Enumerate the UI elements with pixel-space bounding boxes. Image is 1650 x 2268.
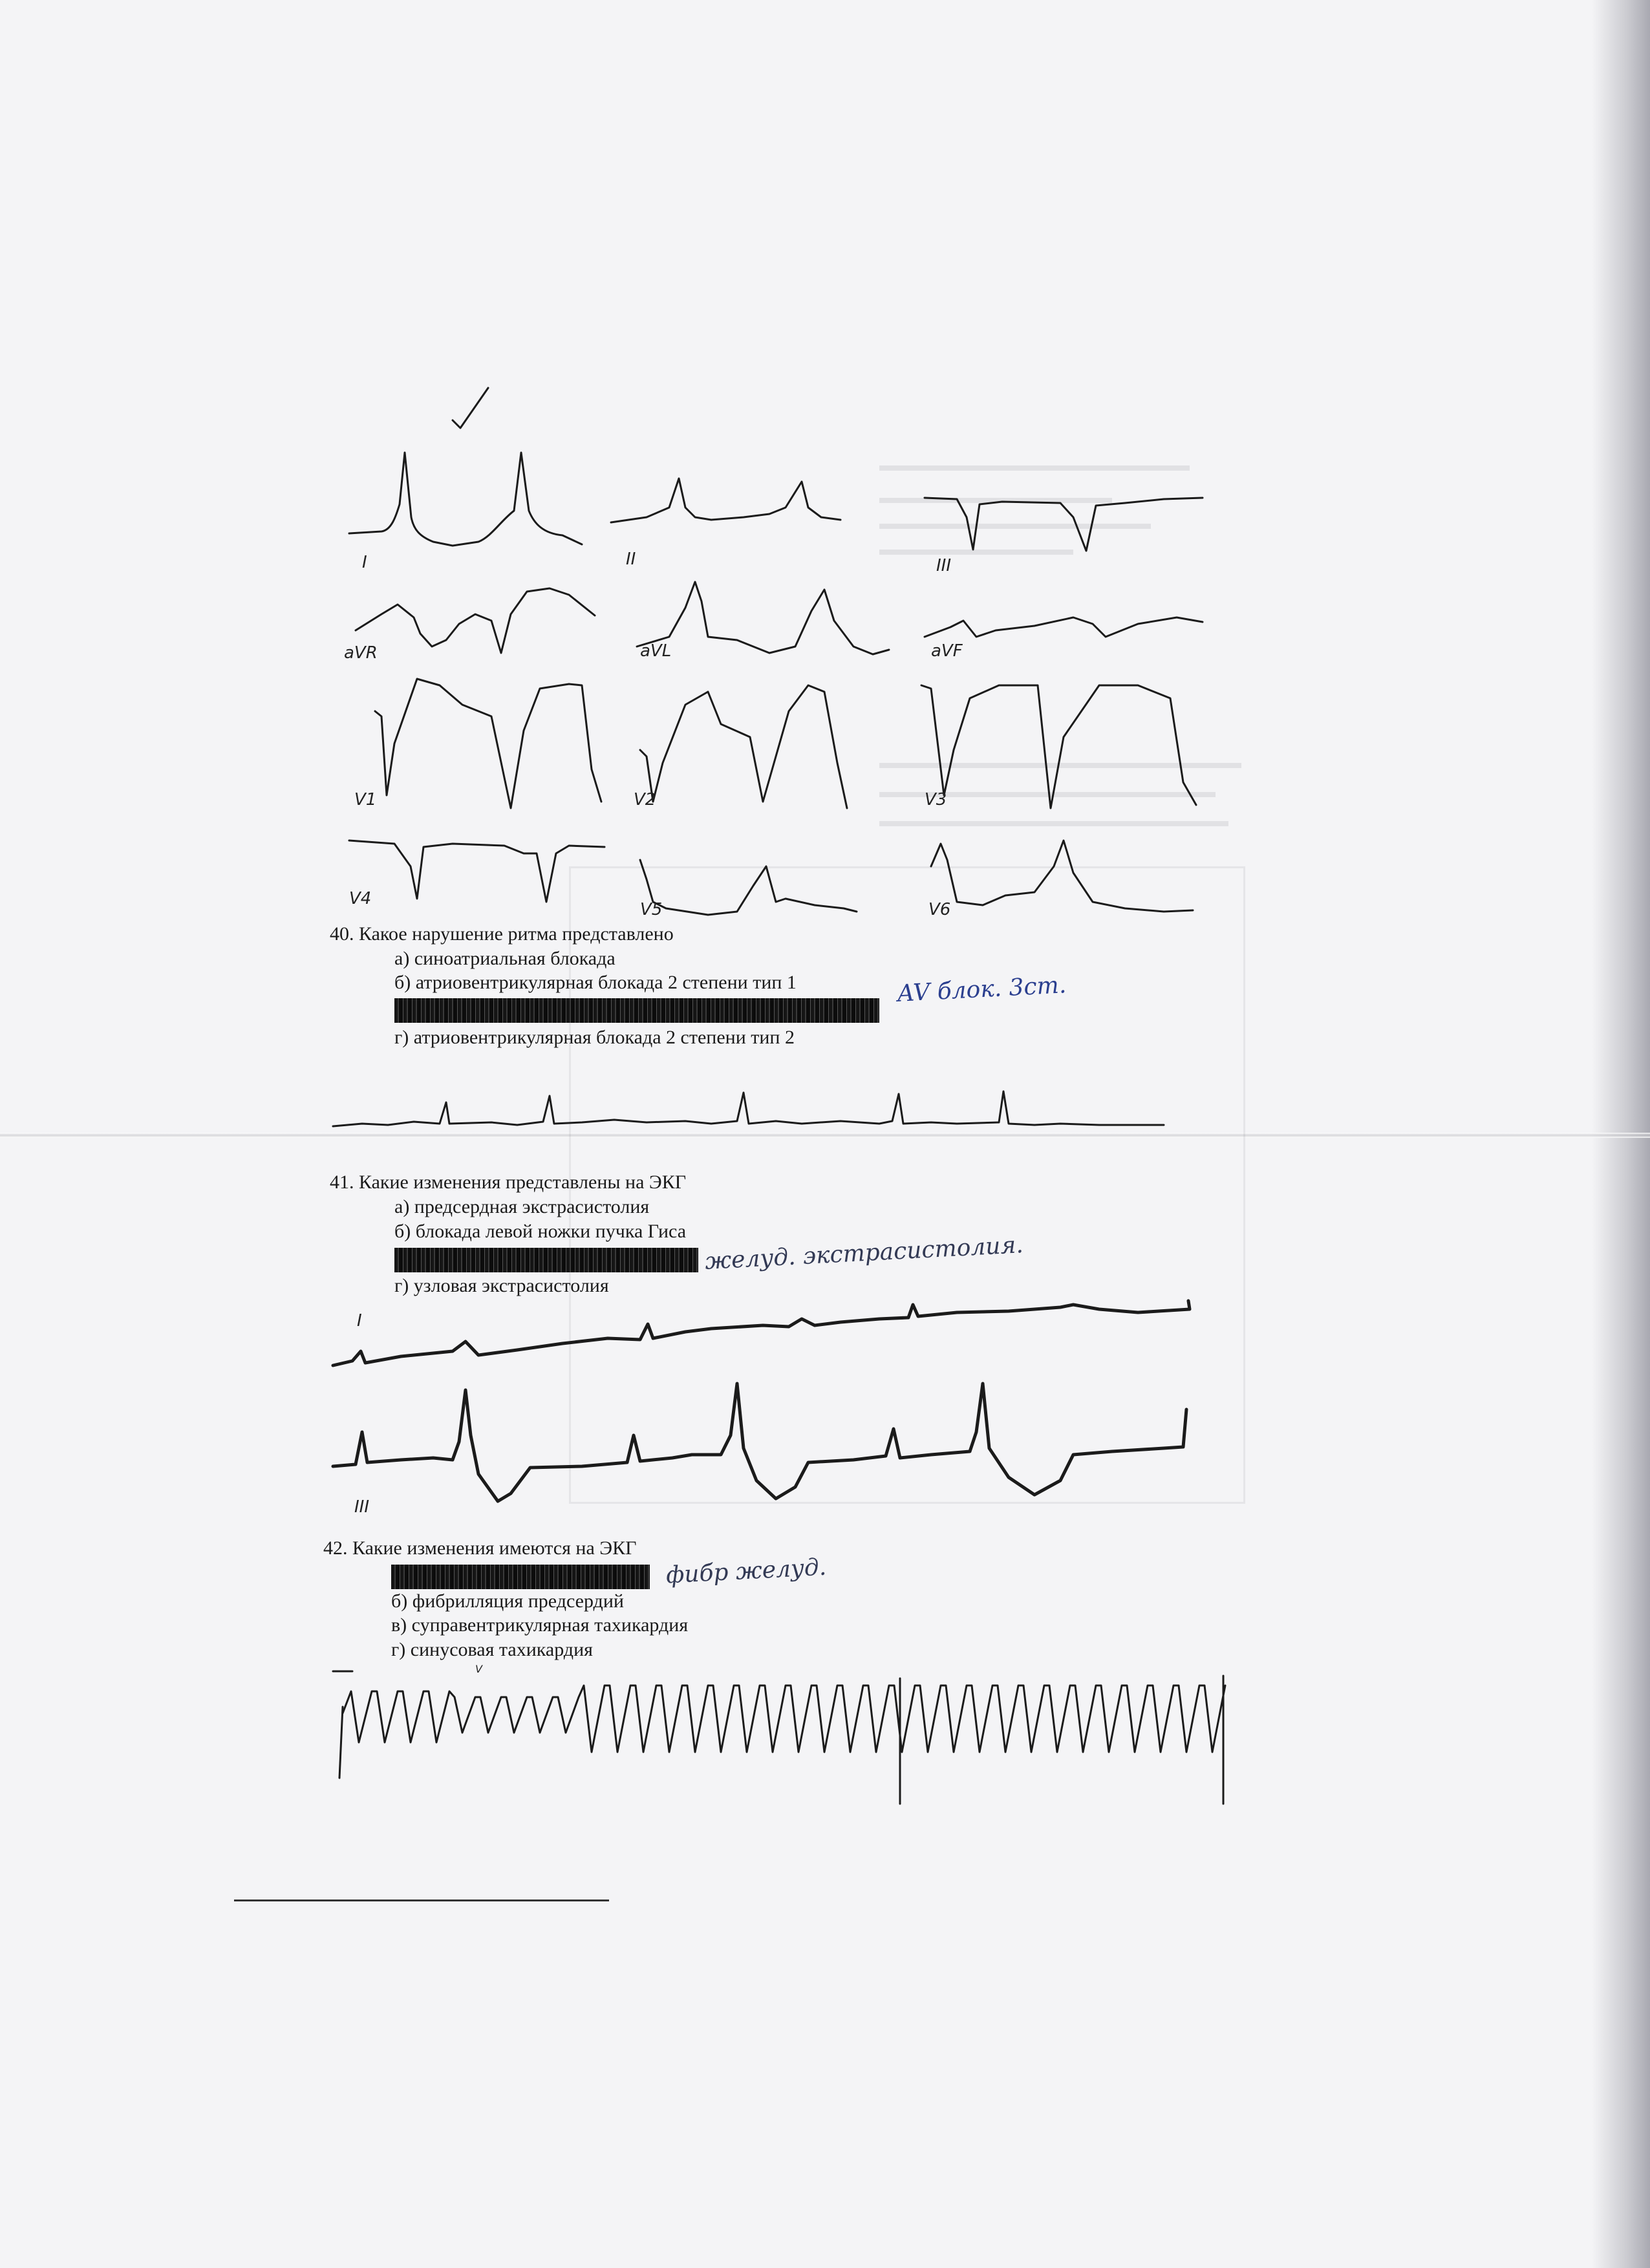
lead-label-aVL: aVL	[640, 641, 672, 661]
question-41-title: 41. Какие изменения представлены на ЭКГ	[330, 1171, 687, 1193]
strip-label-V: V	[475, 1663, 482, 1675]
q41-option-g: г) узловая экстрасистолия	[394, 1275, 609, 1296]
handwritten-note-q41: желуд. экстрасистолия.	[704, 1232, 1024, 1275]
q40-option-g: г) атриовентрикулярная блокада 2 степени тип 2	[394, 1027, 795, 1048]
lead-label-aVF: aVF	[931, 641, 963, 661]
lead-label-V4: V4	[349, 889, 372, 908]
lead-label-V2: V2	[634, 790, 656, 809]
strip-label-I: I	[357, 1311, 362, 1331]
question-40-title: 40. Какое нарушение ритма представлено	[330, 923, 674, 945]
question-42-title: 42. Какие изменения имеются на ЭКГ	[323, 1537, 637, 1559]
lead-label-V6: V6	[928, 900, 951, 919]
q42-option-g: г) синусовая тахикардия	[391, 1639, 593, 1660]
q42-option-b: б) фибрилляция предсердий	[391, 1590, 624, 1612]
q40-option-b: б) атриовентрикулярная блокада 2 степени тип 1	[394, 972, 797, 993]
handwritten-note-q40: AV блок. 3ст.	[897, 972, 1067, 1007]
lead-label-II: II	[626, 550, 636, 569]
ecg-strip-q42-vf	[343, 1685, 1225, 1752]
q40-option-a: а) синоатриальная блокада	[394, 948, 616, 969]
q42-option-v: в) суправентрикулярная тахикардия	[391, 1614, 689, 1636]
footnote-rule	[234, 1899, 609, 1901]
lead-label-I: I	[362, 553, 367, 572]
lead-label-aVR: aVR	[344, 643, 378, 663]
q41-option-b: б) блокада левой ножки пучка Гиса	[394, 1221, 687, 1242]
strip-label-III: III	[354, 1497, 370, 1517]
lead-label-V3: V3	[925, 790, 947, 809]
lead-label-V1: V1	[354, 790, 377, 809]
q41-option-a: а) предсердная экстрасистолия	[394, 1196, 650, 1217]
handwritten-note-q42: фибр желуд.	[665, 1554, 828, 1589]
lead-label-V5: V5	[640, 900, 663, 919]
lead-label-III: III	[936, 556, 952, 575]
